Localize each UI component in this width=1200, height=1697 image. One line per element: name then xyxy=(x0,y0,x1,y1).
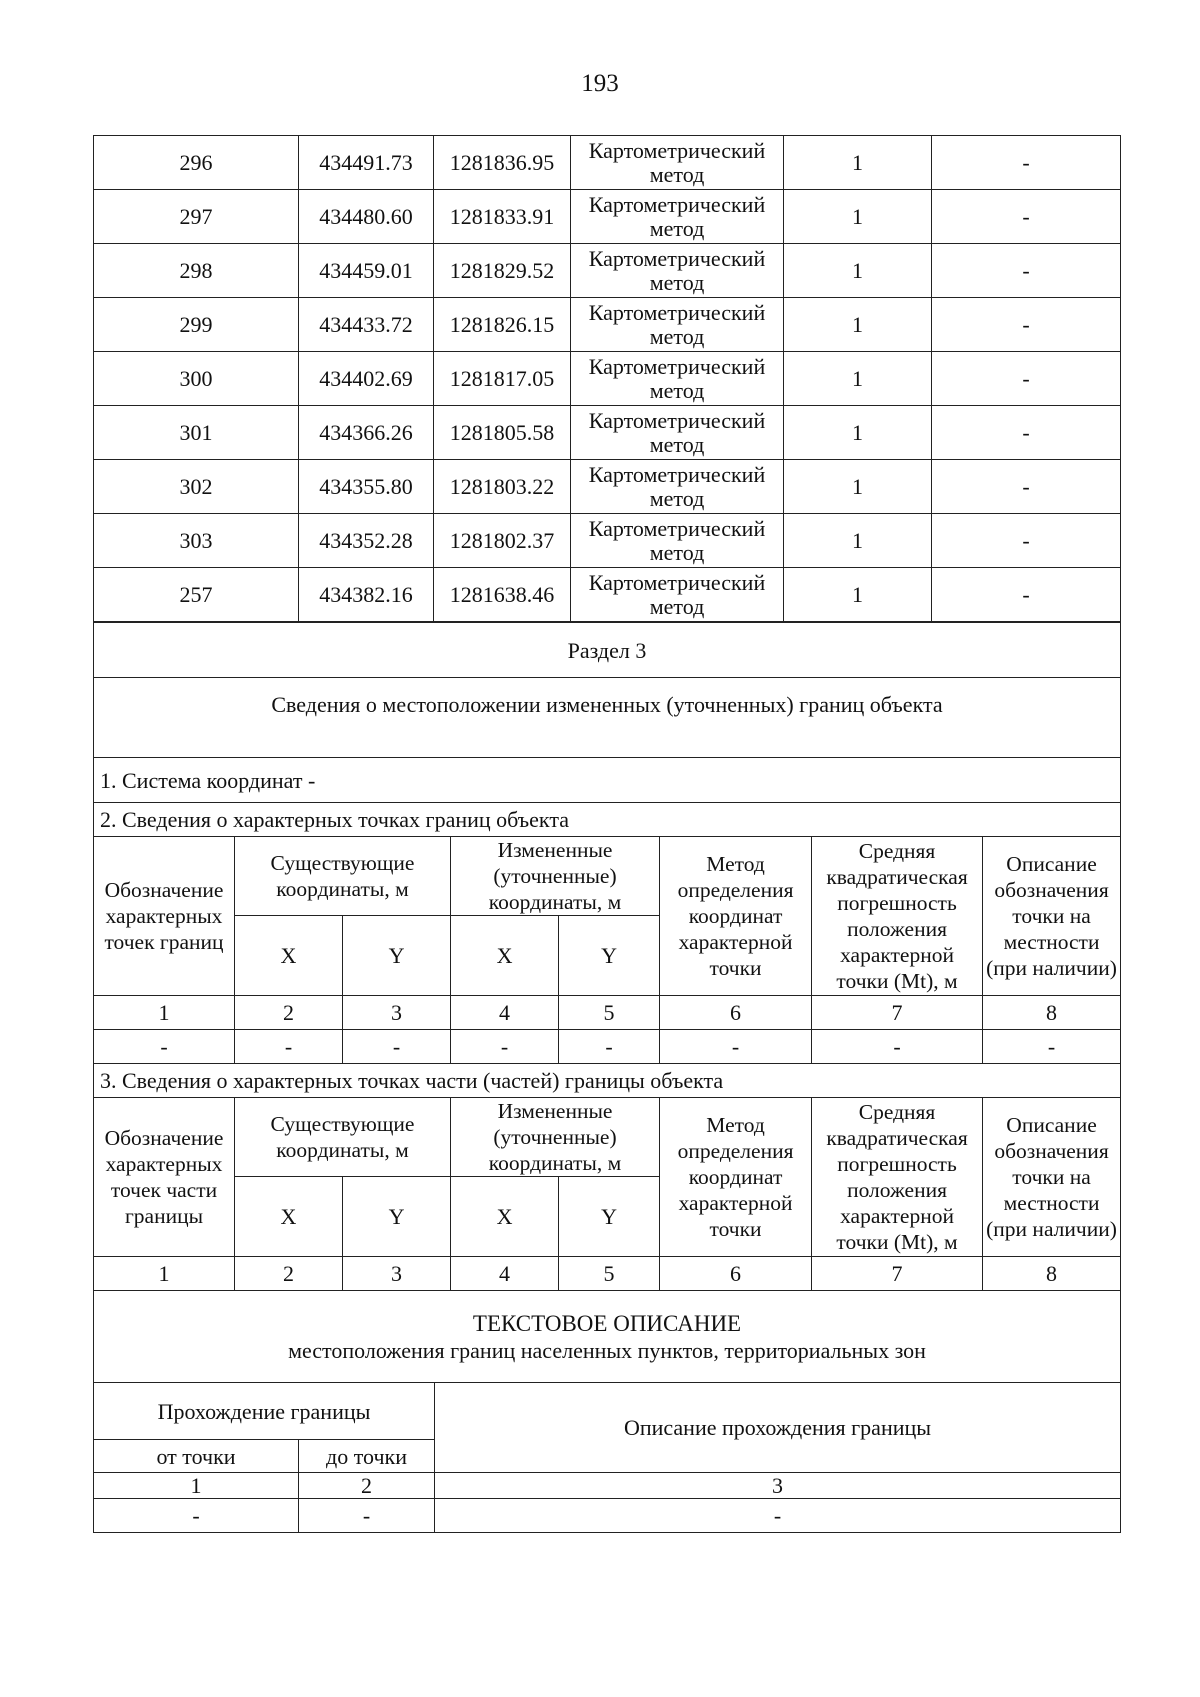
accuracy: 1 xyxy=(784,298,932,352)
coord-x: 434433.72 xyxy=(299,298,434,352)
table-row xyxy=(94,190,1121,244)
empty-cell: - xyxy=(235,1030,343,1064)
point-number: 301 xyxy=(94,406,299,460)
description: - xyxy=(932,568,1121,622)
column-number: 8 xyxy=(983,996,1121,1030)
method: Картометрический метод xyxy=(571,514,784,568)
column-number: 3 xyxy=(343,996,451,1030)
method: Картометрический метод xyxy=(571,136,784,190)
table-row xyxy=(94,460,1121,514)
accuracy: 1 xyxy=(784,244,932,298)
description: - xyxy=(932,298,1121,352)
coord-x: 434366.26 xyxy=(299,406,434,460)
column-number: 5 xyxy=(559,1257,660,1291)
from-point-header: от точки xyxy=(94,1440,299,1473)
column-number: 4 xyxy=(451,1257,559,1291)
header-x: X xyxy=(235,1177,343,1257)
coord-y: 1281638.46 xyxy=(434,568,571,622)
points-table xyxy=(93,135,1121,622)
coord-y: 1281817.05 xyxy=(434,352,571,406)
accuracy: 1 xyxy=(784,352,932,406)
header-designation: Обозначение характерных точек части границы xyxy=(94,1098,235,1257)
empty-cell: - xyxy=(559,1030,660,1064)
column-number: 7 xyxy=(812,1257,983,1291)
table-row xyxy=(94,298,1121,352)
passage-header: Прохождение границы xyxy=(94,1383,435,1440)
table-row xyxy=(94,352,1121,406)
coord-y: 1281803.22 xyxy=(434,460,571,514)
column-number: 2 xyxy=(235,1257,343,1291)
coord-x: 434382.16 xyxy=(299,568,434,622)
to-point-header: до точки xyxy=(299,1440,435,1473)
header-method: Метод определения координат характерной точки xyxy=(660,1098,812,1257)
column-number: 1 xyxy=(94,1473,299,1499)
header-description: Описание обозначения точки на местности (при наличии) xyxy=(983,837,1121,996)
method: Картометрический метод xyxy=(571,244,784,298)
table-row xyxy=(94,568,1121,622)
table-row xyxy=(94,136,1121,190)
text-description-title: ТЕКСТОВОЕ ОПИСАНИЕ xyxy=(472,1311,742,1336)
empty-cell: - xyxy=(451,1030,559,1064)
coord-y: 1281833.91 xyxy=(434,190,571,244)
description: - xyxy=(932,136,1121,190)
parts-heading-table xyxy=(93,1063,1121,1098)
coord-x: 434352.28 xyxy=(299,514,434,568)
accuracy: 1 xyxy=(784,136,932,190)
method: Картометрический метод xyxy=(571,352,784,406)
point-number: 297 xyxy=(94,190,299,244)
description: - xyxy=(932,352,1121,406)
point-number: 257 xyxy=(94,568,299,622)
table-row xyxy=(94,514,1121,568)
accuracy: 1 xyxy=(784,568,932,622)
header-x: X xyxy=(451,916,559,996)
section3-header xyxy=(93,622,1121,837)
point-number: 302 xyxy=(94,460,299,514)
description: - xyxy=(932,190,1121,244)
header-accuracy: Средняя квадратическая погрешность положения характерной точки (Mt), м xyxy=(812,837,983,996)
point-number: 303 xyxy=(94,514,299,568)
header-y: Y xyxy=(559,916,660,996)
coord-x: 434459.01 xyxy=(299,244,434,298)
column-number: 1 xyxy=(94,1257,235,1291)
column-number: 6 xyxy=(660,1257,812,1291)
empty-cell: - xyxy=(983,1030,1121,1064)
empty-cell: - xyxy=(94,1030,235,1064)
coord-x: 434402.69 xyxy=(299,352,434,406)
passage-description-header: Описание прохождения границы xyxy=(435,1383,1121,1473)
column-number: 8 xyxy=(983,1257,1121,1291)
section-title: Сведения о местоположении измененных (уточненных) границ объекта xyxy=(94,678,1121,758)
method: Картометрический метод xyxy=(571,568,784,622)
description: - xyxy=(932,244,1121,298)
part-points-table xyxy=(93,1097,1121,1291)
coord-x: 434491.73 xyxy=(299,136,434,190)
header-y: Y xyxy=(559,1177,660,1257)
coord-system: 1. Система координат - xyxy=(94,758,1121,803)
empty-cell: - xyxy=(812,1030,983,1064)
header-x: X xyxy=(235,916,343,996)
empty-cell: - xyxy=(435,1499,1121,1533)
column-number: 6 xyxy=(660,996,812,1030)
text-description-subtitle: местоположения границ населенных пунктов, территориальных зон xyxy=(288,1338,926,1363)
header-changed-coords: Измененные (уточненные) координаты, м xyxy=(451,1098,660,1177)
accuracy: 1 xyxy=(784,190,932,244)
header-designation: Обозначение характерных точек границ xyxy=(94,837,235,996)
accuracy: 1 xyxy=(784,514,932,568)
method: Картометрический метод xyxy=(571,406,784,460)
header-y: Y xyxy=(343,916,451,996)
point-number: 296 xyxy=(94,136,299,190)
points-heading: 2. Сведения о характерных точках границ объекта xyxy=(94,803,1121,837)
coord-y: 1281836.95 xyxy=(434,136,571,190)
empty-cell: - xyxy=(343,1030,451,1064)
coord-y: 1281805.58 xyxy=(434,406,571,460)
header-accuracy: Средняя квадратическая погрешность положения характерной точки (Mt), м xyxy=(812,1098,983,1257)
column-number: 4 xyxy=(451,996,559,1030)
parts-heading: 3. Сведения о характерных точках части (частей) границы объекта xyxy=(94,1064,1121,1098)
boundary-points-table xyxy=(93,836,1121,1064)
point-number: 300 xyxy=(94,352,299,406)
coord-y: 1281826.15 xyxy=(434,298,571,352)
column-number: 1 xyxy=(94,996,235,1030)
description: - xyxy=(932,406,1121,460)
column-number: 2 xyxy=(299,1473,435,1499)
accuracy: 1 xyxy=(784,460,932,514)
text-description-title-cell xyxy=(94,1291,1121,1383)
coord-x: 434480.60 xyxy=(299,190,434,244)
header-description: Описание обозначения точки на местности (при наличии) xyxy=(983,1098,1121,1257)
coord-x: 434355.80 xyxy=(299,460,434,514)
table-row xyxy=(94,406,1121,460)
column-number: 5 xyxy=(559,996,660,1030)
coord-y: 1281829.52 xyxy=(434,244,571,298)
header-existing-coords: Существующие координаты, м xyxy=(235,1098,451,1177)
empty-cell: - xyxy=(299,1499,435,1533)
empty-cell: - xyxy=(94,1499,299,1533)
column-number: 3 xyxy=(343,1257,451,1291)
header-x: X xyxy=(451,1177,559,1257)
empty-cell: - xyxy=(660,1030,812,1064)
table-row xyxy=(94,244,1121,298)
header-method: Метод определения координат характерной точки xyxy=(660,837,812,996)
page-number: 193 xyxy=(581,70,619,97)
method: Картометрический метод xyxy=(571,298,784,352)
point-number: 298 xyxy=(94,244,299,298)
column-number: 7 xyxy=(812,996,983,1030)
header-changed-coords: Измененные (уточненные) координаты, м xyxy=(451,837,660,916)
description: - xyxy=(932,514,1121,568)
column-number: 3 xyxy=(435,1473,1121,1499)
coord-y: 1281802.37 xyxy=(434,514,571,568)
header-y: Y xyxy=(343,1177,451,1257)
method: Картометрический метод xyxy=(571,190,784,244)
method: Картометрический метод xyxy=(571,460,784,514)
column-number: 2 xyxy=(235,996,343,1030)
section-label: Раздел 3 xyxy=(94,623,1121,678)
header-existing-coords: Существующие координаты, м xyxy=(235,837,451,916)
point-number: 299 xyxy=(94,298,299,352)
accuracy: 1 xyxy=(784,406,932,460)
text-description-table xyxy=(93,1290,1121,1533)
description: - xyxy=(932,460,1121,514)
